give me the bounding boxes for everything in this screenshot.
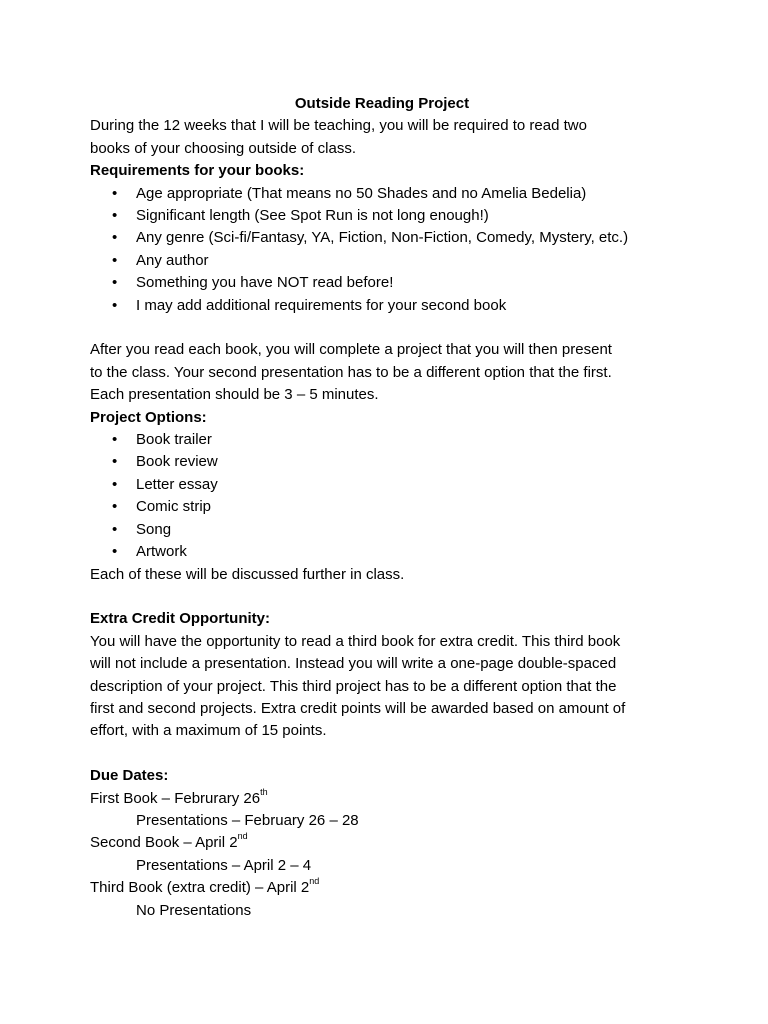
- list-item-text: Artwork: [136, 543, 187, 561]
- list-item-text: Song: [136, 520, 172, 538]
- document-page: [90, 93, 690, 922]
- list-item-text: Any genre (Sci-fi/Fantasy, YA, Fiction, Non-Fiction, Comedy, Mystery, etc.): [136, 229, 629, 247]
- extra-credit-line: first and second projects. Extra credit points will be awarded based on amount of: [90, 699, 626, 717]
- ordinal-suffix: nd: [309, 876, 320, 887]
- extra-credit-line: will not include a presentation. Instead you will write a one-page double-spaced: [90, 655, 617, 673]
- due-date-text: First Book – Februrary 26: [90, 789, 261, 807]
- extra-credit-line: You will have the opportunity to read a third book for extra credit. This third book: [90, 632, 621, 650]
- project-options-note: Each of these will be discussed further in class.: [90, 565, 405, 583]
- extra-credit-heading: Extra Credit Opportunity:: [90, 610, 271, 628]
- due-date-text: Third Book (extra credit) – April 2: [90, 879, 310, 897]
- bullet-icon: •: [112, 184, 118, 202]
- list-item-text: Something you have NOT read before!: [136, 274, 394, 292]
- due-date-text: Second Book – April 2: [90, 834, 238, 852]
- bullet-icon: •: [112, 251, 118, 269]
- due-dates-heading: Due Dates:: [90, 767, 169, 785]
- list-item: [90, 451, 690, 473]
- extra-credit-line: description of your project. This third project has to be a different option that the: [90, 677, 617, 695]
- due-date-third-book: [90, 877, 690, 899]
- intro-line: books of your choosing outside of class.: [90, 139, 356, 157]
- blank-line: [90, 317, 690, 339]
- due-date-first-presentations: Presentations – February 26 – 28: [136, 811, 359, 829]
- list-item: [90, 429, 690, 451]
- list-item: [90, 474, 690, 496]
- bullet-icon: •: [112, 475, 118, 493]
- list-item: [90, 250, 690, 272]
- bullet-icon: •: [112, 274, 118, 292]
- project-options-list: [90, 429, 690, 563]
- project-options-heading: Project Options:: [90, 408, 207, 426]
- list-item: [90, 295, 690, 317]
- project-paragraph-line: to the class. Your second presentation has to be a different option that the first.: [90, 363, 612, 381]
- list-item-text: Significant length (See Spot Run is not long enough!): [136, 207, 489, 225]
- blank-line: [90, 586, 690, 608]
- bullet-icon: •: [112, 207, 118, 225]
- project-paragraph-line: Each presentation should be 3 – 5 minutes.: [90, 386, 379, 404]
- list-item: [90, 227, 690, 249]
- list-item: [90, 183, 690, 205]
- list-item-text: Letter essay: [136, 475, 218, 493]
- list-item: [90, 541, 690, 563]
- bullet-icon: •: [112, 296, 118, 314]
- ordinal-suffix: nd: [237, 831, 248, 842]
- list-item: [90, 272, 690, 294]
- requirements-heading: Requirements for your books:: [90, 162, 305, 180]
- list-item-text: Age appropriate (That means no 50 Shades and no Amelia Bedelia): [136, 184, 587, 202]
- blank-line: [90, 743, 690, 765]
- list-item-text: Book review: [136, 453, 218, 471]
- bullet-icon: •: [112, 453, 118, 471]
- extra-credit-line: effort, with a maximum of 15 points.: [90, 722, 327, 740]
- list-item: [90, 205, 690, 227]
- intro-line: During the 12 weeks that I will be teaching, you will be required to read two: [90, 117, 587, 135]
- list-item-text: Book trailer: [136, 431, 212, 449]
- document-title: Outside Reading Project: [294, 95, 470, 112]
- due-date-first-book: [90, 788, 690, 810]
- bullet-icon: •: [112, 520, 118, 538]
- bullet-icon: •: [112, 431, 118, 449]
- bullet-icon: •: [112, 498, 118, 516]
- list-item-text: Any author: [136, 251, 209, 269]
- ordinal-suffix: th: [260, 786, 268, 797]
- list-item: [90, 496, 690, 518]
- list-item-text: Comic strip: [136, 498, 212, 516]
- requirements-list: [90, 183, 690, 317]
- due-date-third-presentations: No Presentations: [136, 901, 252, 919]
- due-date-second-presentations: Presentations – April 2 – 4: [136, 856, 312, 874]
- project-paragraph-line: After you read each book, you will complete a project that you will then present: [90, 341, 612, 359]
- list-item-text: I may add additional requirements for your second book: [136, 296, 507, 314]
- due-date-second-book: [90, 832, 690, 854]
- list-item: [90, 519, 690, 541]
- bullet-icon: •: [112, 229, 118, 247]
- bullet-icon: •: [112, 543, 118, 561]
